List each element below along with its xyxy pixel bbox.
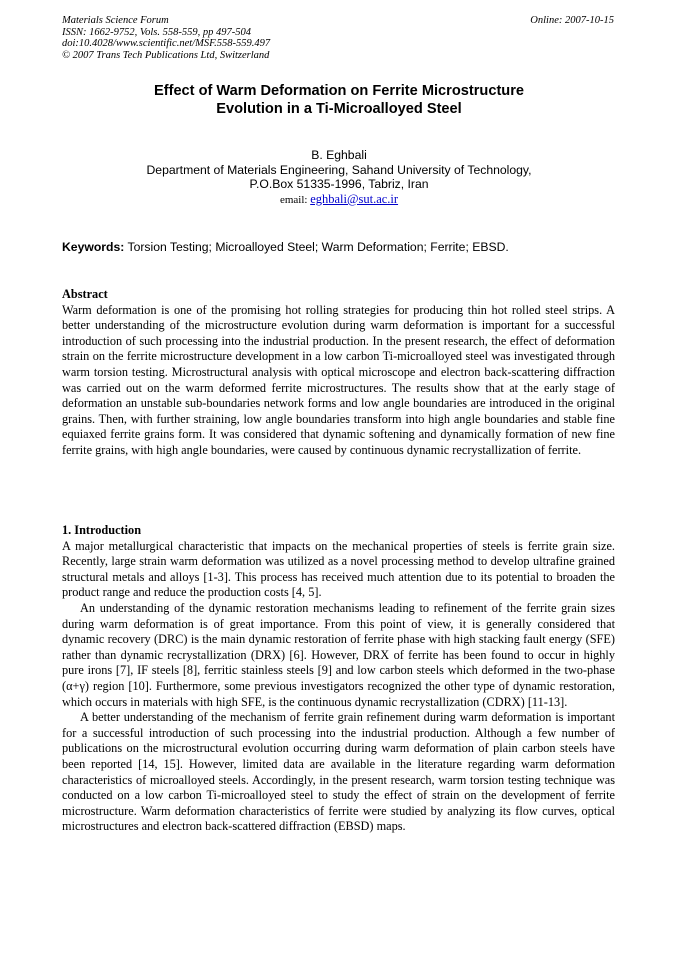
abstract-heading: Abstract: [62, 287, 108, 301]
online-date: Online: 2007-10-15: [530, 15, 614, 26]
title-line-1: Effect of Warm Deformation on Ferrite Microstructure: [153, 83, 525, 99]
issn-line: ISSN: 1662-9752, Vols. 558-559, pp 497-504: [62, 26, 251, 38]
keywords: [62, 240, 616, 255]
affiliation-line-2: P.O.Box 51335-1996, Tabriz, Iran: [249, 177, 429, 192]
intro-paragraph-1: A major metallurgical characteristic that impacts on the mechanical properties of steels is ferrite grain size. Recently, large strain warm deformation was utilized as a novel processing method to develop ultrafine grained structural metals and alloys [1-3]. This process has received much attention due to its potential to broaden the product range and reduce the production costs [4, 5].: [62, 538, 615, 600]
keywords-text: Torsion Testing; Microalloyed Steel; Warm Deformation; Ferrite; EBSD.: [124, 240, 509, 254]
intro-paragraph-2: An understanding of the dynamic restoration mechanisms leading to refinement of the ferrite grain sizes during warm deformation is of great importance. From this point of view, it is generally considered that dynamic recovery (DRC) is the main dynamic restoration of ferrite phase with high stacking fault energy (SFE) rather than dynamic recrystallization (DRX) [6]. However, DRX of ferrite has been found to occur in highly pure irons [7], IF steels [8], ferritic stainless steels [9] and low carbon steels which deformed in the two-phase (α+γ) region [10]. Furthermore, some previous investigators recognized the other type of dynamic restoration, which occurs in materials with high SFE, is the continuous dynamic recrystallization (CDRX) [11-13].: [62, 600, 615, 709]
email-label: email:: [279, 193, 311, 206]
copyright-line: © 2007 Trans Tech Publications Ltd, Switzerland: [62, 49, 270, 61]
doi-line: doi:10.4028/www.scientific.net/MSF.558-559.497: [62, 38, 271, 50]
author-name: B. Eghbali: [311, 148, 367, 162]
affiliation-line-1: Department of Materials Engineering, Sahand University of Technology,: [146, 162, 532, 177]
abstract-section: [62, 287, 615, 459]
email-link[interactable]: eghbali@sut.ac.ir: [310, 191, 399, 206]
journal-header: [62, 15, 270, 61]
paper-title: [62, 82, 616, 118]
title-line-2: Evolution in a Ti-Microalloyed Steel: [216, 101, 462, 117]
intro-paragraph-3: A better understanding of the mechanism of ferrite grain refinement during warm deformation is important for a successful introduction of such processing into the industrial production. Although a few number of publications on the microstructural evolution occurring during warm deformation of plain carbon steels have been reported [14, 15]. However, limited data are available in the literature regarding warm deformation characteristics of microalloyed steels. Accordingly, in the present research, warm torsion testing technique was conducted on a low carbon Ti-microalloyed steel to study the effect of strain on the development of ferrite microstructure. Warm deformation characteristics of ferrite were studied by analyzing its flow curves, optical microstructures and electron back-scattered diffraction (EBSD) maps.: [62, 710, 615, 834]
journal-name: Materials Science Forum: [62, 15, 169, 26]
abstract-text: Warm deformation is one of the promising hot rolling strategies for producing thin hot rolled steel strips. A better understanding of the microstructure evolution during warm deformation is important for a successful introduction of such processing into the industrial production. In the present research, the effect of deformation strain on the ferrite microstructure development in a low carbon Ti-microalloyed steel was investigated through warm torsion testing. Microstructural analysis with optical microscope and electron back-scattering diffraction was carried out on the warm deformed ferrite microstructures. The results show that at the early stage of deformation an unstable sub-boundaries network forms and low angle boundaries are introduced in the original grains. Then, with further straining, low angle boundaries transform into high angle boundaries and stable fine equiaxed ferrite grains form. It was considered that dynamic softening and dynamically formation of new fine ferrite grains, with high angle boundaries, were caused by continuous dynamic recrystallization of ferrite.: [62, 302, 615, 457]
introduction-section: [62, 523, 615, 835]
author-block: [62, 148, 616, 207]
introduction-heading: 1. Introduction: [62, 523, 142, 537]
email-line: [62, 192, 616, 208]
keywords-label: Keywords:: [62, 240, 125, 254]
